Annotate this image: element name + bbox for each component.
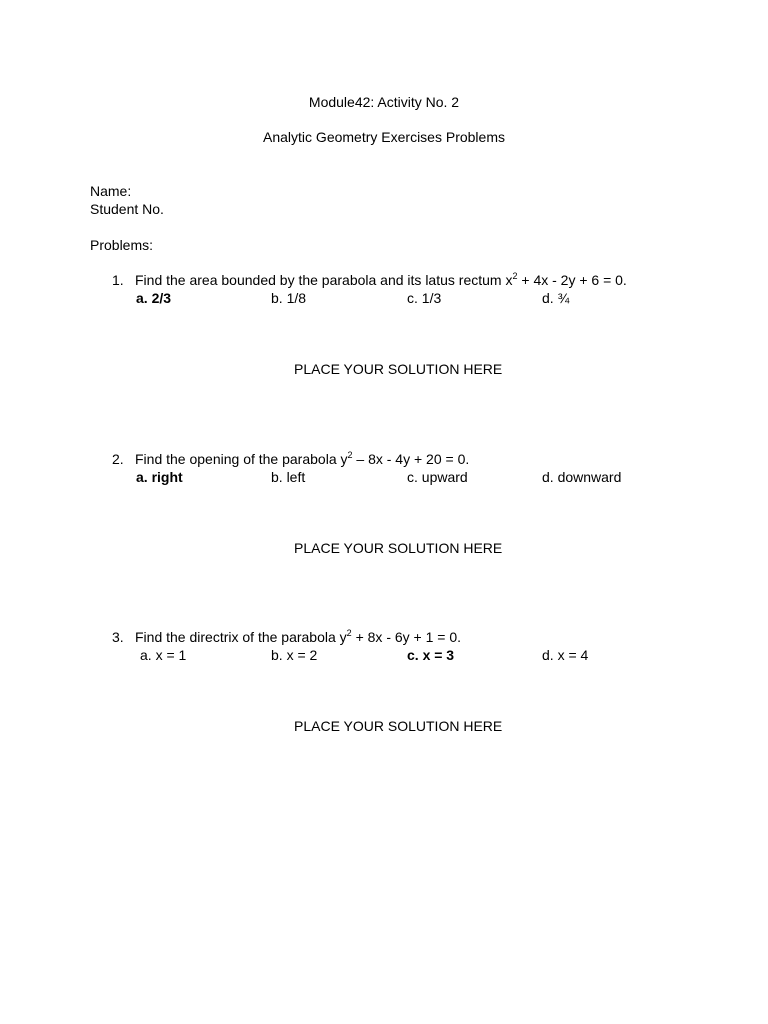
problem-number: 2.: [112, 451, 124, 467]
option-b: b. x = 2: [271, 647, 318, 663]
problems-label: Problems:: [90, 237, 154, 253]
option-a: a. 2/3: [136, 290, 172, 306]
solution-placeholder: PLACE YOUR SOLUTION HERE: [294, 361, 503, 377]
option-b: b. left: [271, 469, 306, 485]
option-b: b. 1/8: [271, 290, 307, 306]
option-c: c. 1/3: [407, 290, 442, 306]
option-c: c. x = 3: [407, 647, 455, 663]
student-no-label: Student No.: [90, 201, 164, 217]
page-title: Analytic Geometry Exercises Problems: [263, 129, 505, 145]
option-d: d. x = 4: [542, 647, 589, 663]
module-title: Module42: Activity No. 2: [308, 94, 460, 110]
solution-placeholder: PLACE YOUR SOLUTION HERE: [294, 718, 503, 734]
option-d: d. ¾: [542, 290, 570, 306]
problem-number: 3.: [112, 629, 124, 645]
option-d: d. downward: [542, 469, 622, 485]
problem-text: Find the opening of the parabola $y^2 - 8x - 4y + 20 = 0$.: [135, 450, 470, 467]
option-a: a. right: [136, 469, 183, 485]
problem-text: Find the area bounded by the parabola and its latus rectum $x^2 + 4x - 2y + 6 = 0$.: [135, 271, 627, 288]
option-c: c. upward: [407, 469, 468, 485]
option-a: a. x = 1: [140, 647, 187, 663]
name-label: Name:: [90, 183, 132, 199]
problem-text: Find the directrix of the parabola $y^2 + 8x - 6y + 1 = 0$.: [135, 628, 462, 645]
problem-number: 1.: [112, 272, 124, 288]
solution-placeholder: PLACE YOUR SOLUTION HERE: [294, 540, 503, 556]
